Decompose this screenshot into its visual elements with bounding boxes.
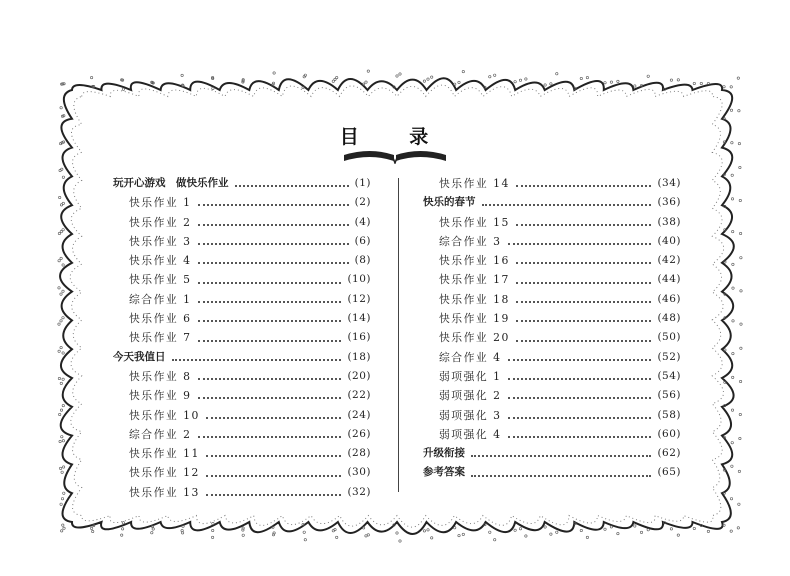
toc-entry-page: (48) [657,312,681,325]
dot-leader [235,184,349,187]
toc-entry-page: (62) [657,447,681,460]
toc-entry-label: 弱项强化 3 [439,408,502,422]
toc-entry-page: (56) [657,389,681,402]
toc-entry-label: 综合作业 3 [439,234,502,248]
dot-leader [206,493,342,496]
toc-entry[interactable] [113,213,371,232]
toc-entry-page: (42) [657,254,681,267]
dot-leader [198,203,349,206]
toc-entry[interactable] [113,290,371,309]
dot-leader [516,223,652,226]
toc-right-column [423,174,681,483]
toc-entry-page: (6) [354,234,371,247]
dot-leader [471,474,651,477]
toc-entry[interactable] [423,367,681,386]
toc-entry[interactable] [423,174,681,193]
toc-entry[interactable] [423,406,681,425]
toc-entry[interactable] [113,386,371,405]
toc-entry[interactable] [423,213,681,232]
toc-entry-label: 快乐作业 19 [439,312,510,326]
toc-entry-page: (30) [347,466,371,479]
open-book-icon [342,146,448,164]
dot-leader [198,396,342,399]
toc-entry-label: 综合作业 2 [129,427,192,441]
toc-entry[interactable] [423,232,681,251]
toc-entry[interactable] [113,193,371,212]
dot-leader [508,416,652,419]
toc-entry-label: 今天我值日 [113,350,166,363]
toc-entry-label: 快乐作业 11 [129,447,200,461]
dot-leader [482,203,652,206]
toc-entry-page: (46) [657,292,681,305]
toc-entry-page: (40) [657,234,681,247]
toc-entry-label: 弱项强化 2 [439,389,502,403]
dot-leader [516,339,652,342]
toc-entry-page: (2) [354,196,371,209]
dot-leader [516,261,652,264]
dot-leader [206,474,342,477]
toc-entry-label: 快乐作业 20 [439,331,510,345]
toc-entry-page: (52) [657,350,681,363]
dot-leader [516,319,652,322]
toc-entry-label: 快乐作业 12 [129,466,200,480]
toc-entry-label: 快乐作业 15 [439,215,510,229]
dot-leader [198,319,342,322]
toc-entry[interactable] [423,270,681,289]
toc-entry-label: 玩开心游戏 做快乐作业 [113,177,229,189]
toc-entry-page: (58) [657,408,681,421]
toc-entry-page: (32) [347,485,371,498]
toc-entry-label: 快乐作业 14 [439,177,510,190]
dot-leader [508,377,652,380]
toc-entry-label: 快乐作业 3 [129,234,192,248]
toc-entry-page: (16) [347,331,371,344]
toc-entry-page: (10) [347,273,371,286]
dot-leader [471,454,651,457]
toc-entry-label: 快乐作业 16 [439,254,510,268]
toc-entry[interactable] [113,232,371,251]
page-title: 目 录 [339,126,451,148]
dot-leader [508,358,652,361]
toc-header [300,118,490,168]
toc-entry[interactable] [113,328,371,347]
dot-leader [198,435,342,438]
dot-leader [206,454,342,457]
toc-entry-page: (65) [657,466,681,479]
toc-entry-label: 快乐作业 18 [439,292,510,306]
dot-leader [508,396,652,399]
toc-entry[interactable] [423,348,681,367]
toc-entry-page: (44) [657,273,681,286]
toc-entry[interactable] [113,425,371,444]
toc-entry-page: (4) [354,215,371,228]
toc-section-entry[interactable] [113,348,371,367]
toc-entry-page: (54) [657,369,681,382]
toc-entry[interactable] [113,444,371,463]
toc-entry-page: (24) [347,408,371,421]
dot-leader [516,184,652,187]
toc-section-entry[interactable] [113,174,371,193]
toc-entry-page: (60) [657,427,681,440]
dot-leader [206,416,342,419]
toc-left-column [113,174,371,502]
toc-entry-page: (28) [347,447,371,460]
toc-entry-page: (14) [347,312,371,325]
toc-entry[interactable] [113,251,371,270]
toc-entry-label: 快乐作业 6 [129,312,192,326]
toc-entry-page: (36) [657,196,681,209]
dot-leader [198,281,342,284]
toc-entry-page: (1) [354,177,371,189]
toc-entry-page: (34) [657,177,681,189]
toc-entry[interactable] [113,483,371,502]
toc-entry-page: (38) [657,215,681,228]
toc-entry[interactable] [113,367,371,386]
dot-leader [198,339,342,342]
toc-entry-label: 快乐作业 8 [129,369,192,383]
toc-section-entry[interactable] [423,444,681,463]
dot-leader [198,242,349,245]
toc-entry-page: (18) [347,350,371,363]
toc-entry-page: (8) [354,254,371,267]
toc-entry-label: 弱项强化 4 [439,427,502,441]
toc-entry-label: 快乐作业 5 [129,273,192,287]
toc-entry-label: 综合作业 1 [129,292,192,306]
toc-entry-label: 快乐作业 10 [129,408,200,422]
toc-entry[interactable] [423,309,681,328]
toc-section-entry[interactable] [423,193,681,212]
toc-entry-label: 快乐作业 4 [129,254,192,268]
dot-leader [172,358,342,361]
toc-entry-page: (12) [347,292,371,305]
toc-entry-page: (20) [347,369,371,382]
toc-entry[interactable] [423,328,681,347]
toc-entry[interactable] [423,386,681,405]
dot-leader [198,377,342,380]
toc-entry-page: (50) [657,331,681,344]
toc-entry-label: 升级衔接 [423,447,465,460]
toc-entry[interactable] [423,425,681,444]
dot-leader [516,281,652,284]
toc-entry-page: (22) [347,389,371,402]
toc-entry-label: 弱项强化 1 [439,369,502,383]
toc-entry-label: 快乐作业 13 [129,485,200,499]
toc-entry-label: 快乐作业 7 [129,331,192,345]
dot-leader [198,261,349,264]
toc-entry[interactable] [113,406,371,425]
toc-entry-label: 快乐作业 9 [129,389,192,403]
toc-section-entry[interactable] [423,463,681,482]
dot-leader [198,300,342,303]
dot-leader [508,242,652,245]
toc-entry-label: 参考答案 [423,466,465,479]
toc-entry-label: 快乐的春节 [423,196,476,209]
toc-entry-label: 综合作业 4 [439,350,502,364]
toc-entry[interactable] [113,270,371,289]
toc-entry-page: (26) [347,427,371,440]
toc-entry[interactable] [113,463,371,482]
toc-entry-label: 快乐作业 1 [129,196,192,210]
column-divider [398,178,399,492]
dot-leader [198,223,349,226]
toc-entry-label: 快乐作业 17 [439,273,510,287]
toc-entry-label: 快乐作业 2 [129,215,192,229]
toc-entry[interactable] [423,290,681,309]
toc-entry[interactable] [113,309,371,328]
toc-entry[interactable] [423,251,681,270]
dot-leader [508,435,652,438]
dot-leader [516,300,652,303]
